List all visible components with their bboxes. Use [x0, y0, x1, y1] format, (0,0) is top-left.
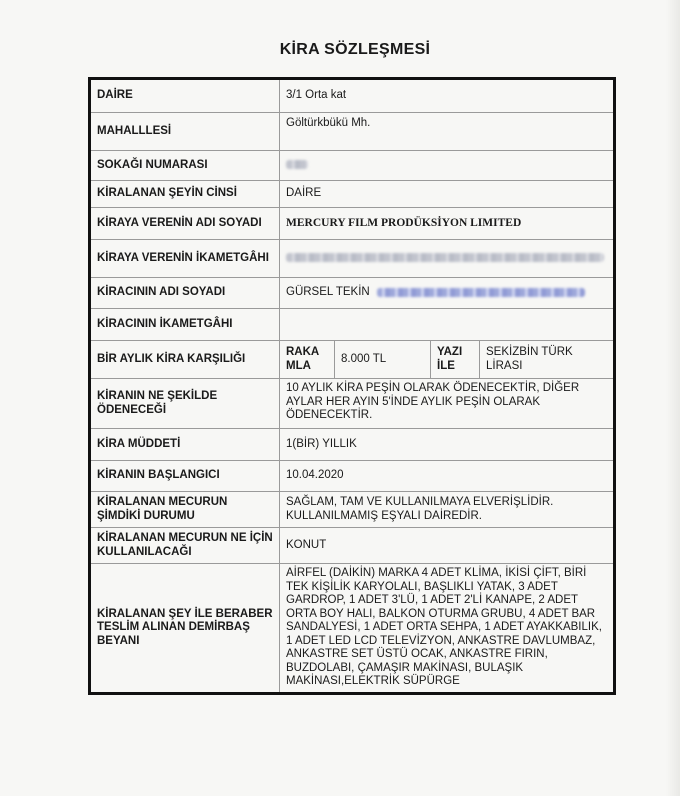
redacted-tenant-id — [377, 288, 585, 297]
value-daire: 3/1 Orta kat — [280, 79, 615, 113]
label-baslangic: KİRANIN BAŞLANGICI — [90, 461, 280, 492]
label-mahalle: MAHALLLESİ — [90, 113, 280, 151]
value-kiraci-ikamet — [280, 309, 615, 341]
row-demirbas — [90, 564, 615, 694]
value-demirbas: AİRFEL (DAİKİN) MARKA 4 ADET KLİMA, İKİSİ ÇİFT, BİRİ TEK KİŞİLİK KARYOLALI, BAŞLIKLI YATAK, 3 ADET GARDROP, 1 ADET 3'LÜ, 1 ADET 2'Lİ KANAPE, 2 ADET ORTA BOY HALI, BALKON OTURMA GRUBU, 4 ADET BAR SANDALYESİ, 1 ADET ORTA SEHPA, 1 ADET AYAKKABILIK, 1 ADET LED LCD TELEVİZYON, ANKASTRE DAVLUMBAZ, ANKASTRE SET ÜSTÜ OCAK, ANKASTRE FIRIN, BUZDOLABI, ÇAMAŞIR MAKİNASI, BULAŞIK MAKİNASI,ELEKTRİK SÜPÜRGE — [280, 564, 615, 694]
value-kiraci — [280, 278, 615, 309]
redacted-address-number — [286, 160, 308, 169]
row-sokak — [90, 151, 615, 181]
tenant-name: GÜRSEL TEKİN — [286, 286, 370, 299]
value-cins: DAİRE — [280, 181, 615, 208]
label-kiraci-ikamet: KİRACININ İKAMETGÂHI — [90, 309, 280, 341]
label-demirbas: KİRALANAN ŞEY İLE BERABER TESLİM ALINAN DEMİRBAŞ BEYANI — [90, 564, 280, 694]
row-kullanim — [90, 528, 615, 564]
label-kullanim: KİRALANAN MECURUN NE İÇİN KULLANILACAĞI — [90, 528, 280, 564]
row-daire — [90, 79, 615, 113]
row-cins — [90, 181, 615, 208]
value-durum: SAĞLAM, TAM VE KULLANILMAYA ELVERİŞLİDİR. KULLANILMAMIŞ EŞYALI DAİREDİR. — [280, 492, 615, 528]
value-kiraya-veren-ikamet-redacted — [280, 240, 615, 278]
value-sokak-redacted — [280, 151, 615, 181]
value-rakamla: 8.000 TL — [335, 341, 431, 379]
row-kiraci-ikamet — [90, 309, 615, 341]
label-kiraya-veren-ikamet: KİRAYA VERENİN İKAMETGÂHI — [90, 240, 280, 278]
row-mudde — [90, 429, 615, 461]
row-kiraya-veren — [90, 208, 615, 240]
value-mudde: 1(BİR) YILLIK — [280, 429, 615, 461]
label-daire: DAİRE — [90, 79, 280, 113]
contract-table — [88, 77, 616, 695]
label-mudde: KİRA MÜDDETİ — [90, 429, 280, 461]
value-odeme: 10 AYLIK KİRA PEŞİN OLARAK ÖDENECEKTİR, DİĞER AYLAR HER AYIN 5'İNDE AYLIK PEŞİN OLARAK ÖDENECEKTİR. — [280, 379, 615, 429]
value-yazi-ile: SEKİZBİN TÜRK LİRASI — [480, 341, 615, 379]
label-cins: KİRALANAN ŞEYİN CİNSİ — [90, 181, 280, 208]
value-kiraya-veren: MERCURY FILM PRODÜKSİYON LIMITED — [280, 208, 615, 240]
label-rakamla: RAKA MLA — [280, 341, 335, 379]
value-kullanim: KONUT — [280, 528, 615, 564]
label-kiraya-veren: KİRAYA VERENİN ADI SOYADI — [90, 208, 280, 240]
label-yazi-ile: YAZI İLE — [431, 341, 480, 379]
label-sokak: SOKAĞI NUMARASI — [90, 151, 280, 181]
row-kiraya-veren-ikamet — [90, 240, 615, 278]
row-durum — [90, 492, 615, 528]
row-baslangic — [90, 461, 615, 492]
row-aylik-kira — [90, 341, 615, 379]
label-aylik-kira: BİR AYLIK KİRA KARŞILIĞI — [90, 341, 280, 379]
page-edge-shadow — [666, 0, 680, 796]
label-odeme: KİRANIN NE ŞEKİLDE ÖDENECEĞİ — [90, 379, 280, 429]
value-mahalle: Göltürkbükü Mh. — [280, 113, 615, 151]
row-odeme — [90, 379, 615, 429]
label-kiraci: KİRACININ ADI SOYADI — [90, 278, 280, 309]
label-durum: KİRALANAN MECURUN ŞİMDİKİ DURUMU — [90, 492, 280, 528]
row-mahalle — [90, 113, 615, 151]
redacted-landlord-address — [286, 253, 604, 262]
row-kiraci — [90, 278, 615, 309]
value-baslangic: 10.04.2020 — [280, 461, 615, 492]
document-title: KİRA SÖZLEŞMESİ — [279, 41, 431, 58]
